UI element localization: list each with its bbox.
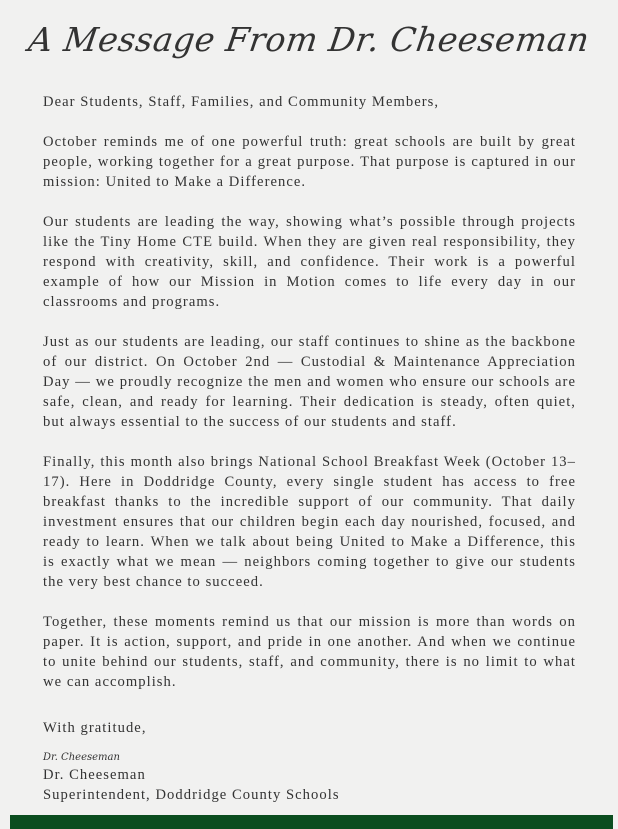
paragraph: Our students are leading the way, showing what’s possible through projects like the Tiny Home CTE build. When they are given real responsibility, they respond with creativity, skill, and confidence. Their work is a powerful example of how our Mission in Motion comes to life every day in our classrooms and programs. [43,214,576,310]
footer-bar [10,815,613,829]
closing: With gratitude, [43,720,147,736]
greeting: Dear Students, Staff, Families, and Community Members, [43,94,440,110]
signature: Dr. Cheeseman [43,752,120,763]
signer-block [43,765,618,805]
signer-title: Superintendent, Doddridge County Schools [43,787,340,803]
paragraph: October reminds me of one powerful truth: great schools are built by great people, working together for a great purpose. That purpose is captured in our mission: United to Make a Difference. [43,134,576,190]
paragraph: Just as our students are leading, our staff continues to shine as the backbone of our district. On October 2nd — Custodial & Maintenance Appreciation Day — we proudly recognize the men and women who ensure our schools are safe, clean, and ready for learning. Their dedication is steady, often quiet, but always essential to the success of our students and staff. [43,334,576,430]
signer-name: Dr. Cheeseman [43,767,146,783]
page-title: A Message From Dr. Cheeseman [26,20,593,59]
paragraph: Finally, this month also brings National School Breakfast Week (October 13–17). Here in Doddridge County, every single student has access to free breakfast thanks to the incredible support of our community. That daily investment ensures that our children begin each day nourished, focused, and ready to learn. When we talk about being United to Make a Difference, this is exactly what we mean — neighbors coming together to give our students the very best chance to succeed. [43,454,576,590]
paragraph: Together, these moments remind us that our mission is more than words on paper. It is action, support, and pride in one another. And when we continue to unite behind our students, staff, and community, there is no limit to what we can accomplish. [43,614,576,690]
letter-body [43,92,576,738]
